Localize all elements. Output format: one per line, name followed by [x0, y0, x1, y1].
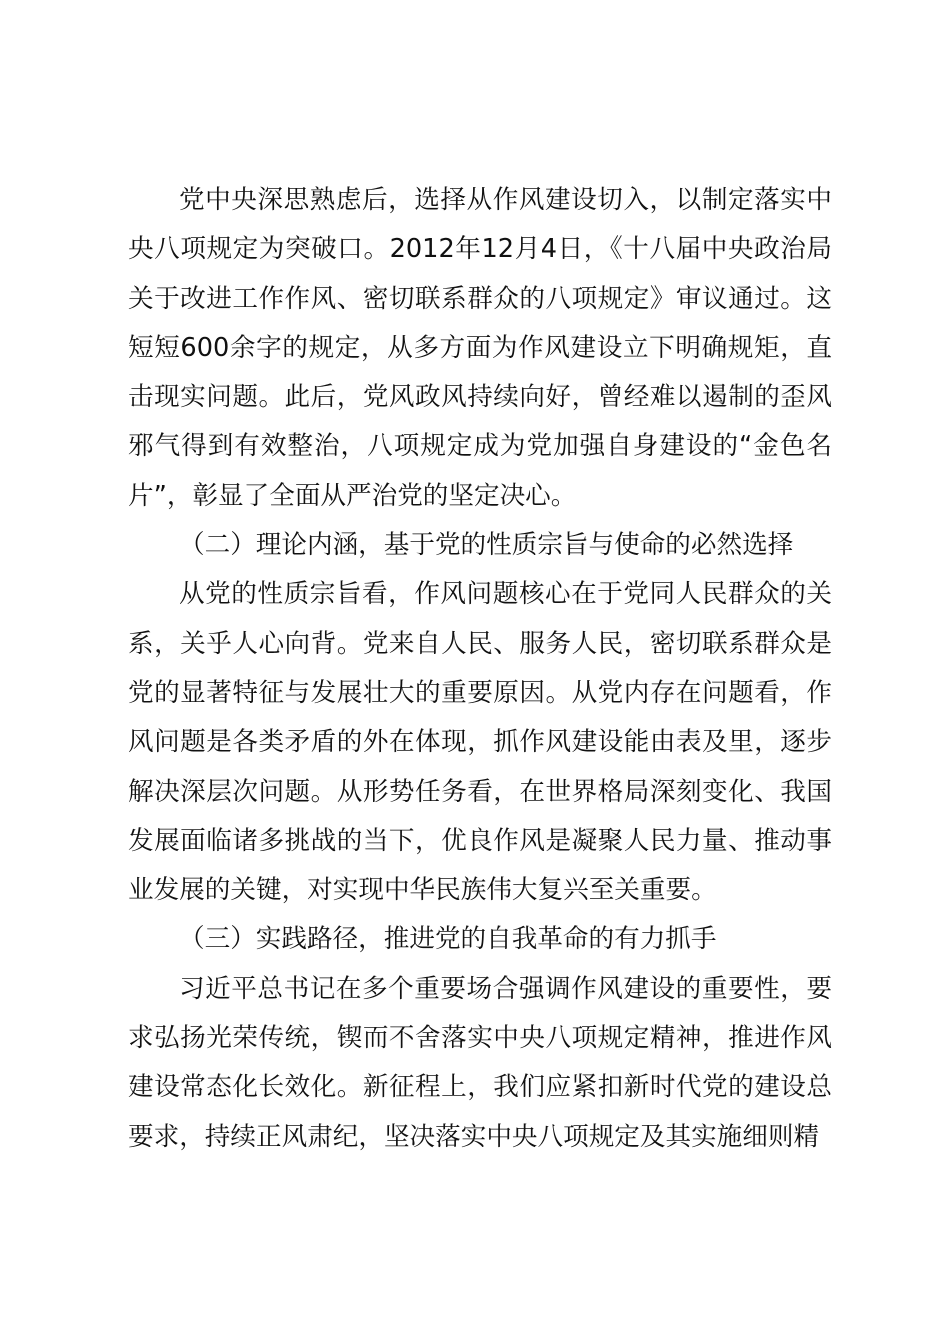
- body-paragraph: 从党的性质宗旨看，作风问题核心在于党同人民群众的关系，关乎人心向背。党来自人民、服务人民，密切联系群众是党的显著特征与发展壮大的重要原因。从党内存在问题看，作风问题是各类矛盾的外在体现，抓作风建设能由表及里，逐步解决深层次问题。从形势任务看，在世界格局深刻变化、我国发展面临诸多挑战的当下，优良作风是凝聚人民力量、推动事业发展的关键，对实现中华民族伟大复兴至关重要。: [128, 579, 832, 906]
- section-heading: （二）理论内涵，基于党的性质宗旨与使命的必然选择: [179, 530, 794, 561]
- document-page: [128, 176, 832, 1162]
- body-paragraph: 党中央深思熟虑后，选择从作风建设切入，以制定落实中央八项规定为突破口。2012年12月4日，《十八届中央政治局关于改进工作作风、密切联系群众的八项规定》审议通过。这短短600余字的规定，从多方面为作风建设立下明确规矩，直击现实问题。此后，党风政风持续向好，曾经难以遏制的歪风邪气得到有效整治，八项规定成为党加强自身建设的“金色名片”，彰显了全面从严治党的坚定决心。: [128, 185, 832, 511]
- body-paragraph: 习近平总书记在多个重要场合强调作风建设的重要性，要求弘扬光荣传统，锲而不舍落实中央八项规定精神，推进作风建设常态化长效化。新征程上，我们应紧扣新时代党的建设总要求，持续正风肃纪，坚决落实中央八项规定及其实施细则精: [128, 973, 832, 1152]
- section-heading: （三）实践路径，推进党的自我革命的有力抓手: [179, 924, 717, 955]
